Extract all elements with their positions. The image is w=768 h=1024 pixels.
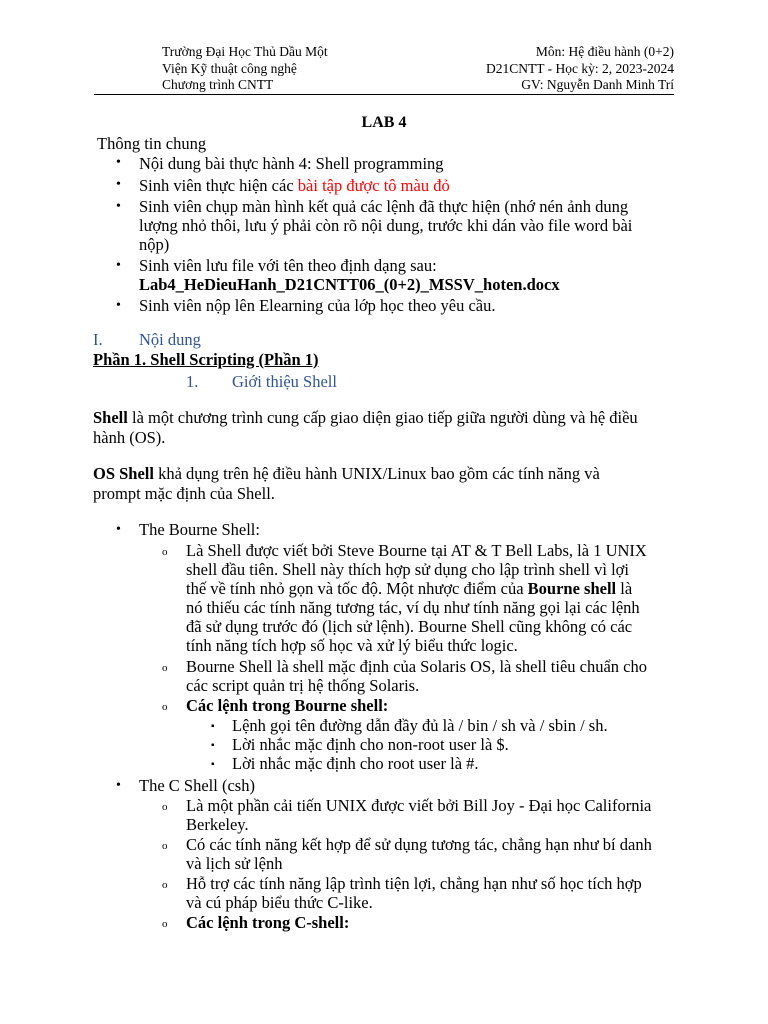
general-item-screenshot-line1: Sinh viên chụp màn hình kết quả các lệnh đã thực hiện (nhớ nén ảnh dung xyxy=(139,197,629,216)
bourne-default-line2: các script quản trị hệ thống Solaris. xyxy=(186,676,420,695)
bourne-default-line1: Bourne Shell là shell mặc định của Solaris OS, là shell tiêu chuẩn cho xyxy=(186,657,647,676)
square-bullet-glyph: ▪ xyxy=(211,759,215,770)
paragraph-os-shell-line1 xyxy=(93,464,600,484)
paragraph-text: khả dụng trên hệ điều hành UNIX/Linux bao gồm các tính năng và xyxy=(153,464,600,483)
circle-bullet-glyph: o xyxy=(162,840,168,852)
general-item-assignment xyxy=(139,176,450,196)
circle-bullet-glyph: o xyxy=(162,918,168,930)
part-heading: Phần 1. Shell Scripting (Phần 1) xyxy=(93,350,319,369)
circle-bullet-glyph: o xyxy=(162,801,168,813)
bourne-commands-heading: Các lệnh trong Bourne shell: xyxy=(186,696,389,715)
cshell-programming-line1: Hỗ trợ các tính năng lập trình tiện lợi, chẳng hạn như số học tích hợp xyxy=(186,874,642,893)
header-course: Môn: Hệ điều hành (0+2) xyxy=(535,44,674,59)
bourne-desc-line4: nó thiếu các tính năng tương tác, ví dụ như tính năng gọi lại các lệnh xyxy=(186,598,640,617)
bourne-command-item: Lời nhắc mặc định cho root user là #. xyxy=(232,754,479,773)
term-bourne-shell: Bourne shell xyxy=(527,579,617,598)
general-item-content: Nội dung bài thực hành 4: Shell programming xyxy=(139,154,444,173)
circle-bullet-glyph: o xyxy=(162,546,168,558)
header-school: Trường Đại Học Thủ Dầu Một xyxy=(162,44,328,59)
bullet-glyph: • xyxy=(116,522,121,537)
text: thế về tính nhỏ gọn và tốc độ. Một nhược điểm của xyxy=(186,579,528,598)
header-divider xyxy=(94,94,674,95)
bullet-glyph: • xyxy=(116,778,121,793)
header-right xyxy=(486,44,674,94)
bourne-heading: The Bourne Shell: xyxy=(139,520,260,539)
general-item-screenshot-line3: nộp) xyxy=(139,235,170,254)
bourne-command-item: Lệnh gọi tên đường dẫn đầy đủ là / bin / sh và / sbin / sh. xyxy=(232,716,608,735)
general-item-submit: Sinh viên nộp lên Elearning của lớp học theo yêu cầu. xyxy=(139,296,496,315)
bullet-glyph: • xyxy=(116,155,121,170)
paragraph-shell-line1 xyxy=(93,408,638,428)
section-number: I. xyxy=(93,330,103,349)
square-bullet-glyph: ▪ xyxy=(211,740,215,751)
cshell-commands-heading: Các lệnh trong C-shell: xyxy=(186,913,350,932)
section-heading: Nội dung xyxy=(139,330,201,349)
circle-bullet-glyph: o xyxy=(162,701,168,713)
subsection-heading: Giới thiệu Shell xyxy=(232,372,337,391)
paragraph-shell-line2: hành (OS). xyxy=(93,428,166,447)
square-bullet-glyph: ▪ xyxy=(211,721,215,732)
bullet-glyph: • xyxy=(116,258,121,273)
header-class-term: D21CNTT - Học kỳ: 2, 2023-2024 xyxy=(486,60,674,76)
bourne-desc-line3 xyxy=(186,579,632,599)
cshell-heading: The C Shell (csh) xyxy=(139,776,255,795)
cshell-feature-line2: và lịch sử lệnh xyxy=(186,854,283,873)
bourne-desc-line2: shell đầu tiên. Shell này thích hợp sử dụng cho lập trình shell vì lợi xyxy=(186,560,629,579)
circle-bullet-glyph: o xyxy=(162,662,168,674)
term-shell: Shell xyxy=(93,408,128,427)
header-lecturer: GV: Nguyễn Danh Minh Trí xyxy=(521,77,674,92)
paragraph-text: là một chương trình cung cấp giao diện giao tiếp giữa người dùng và hệ điều xyxy=(127,408,638,427)
bullet-glyph: • xyxy=(116,298,121,313)
bourne-desc-line1: Là Shell được viết bởi Steve Bourne tại AT & T Bell Labs, là 1 UNIX xyxy=(186,541,647,560)
filename-format: Lab4_HeDieuHanh_D21CNTT06_(0+2)_MSSV_hoten.docx xyxy=(139,275,560,294)
bourne-desc-line5: đã sử dụng trước đó (lịch sử lệnh). Bourne Shell cũng không có các xyxy=(186,617,633,636)
bullet-glyph: • xyxy=(116,199,121,214)
cshell-programming-line2: và cú pháp biểu thức C-like. xyxy=(186,893,373,912)
bourne-desc-line6: tính năng tích hợp số học và xử lý biểu thức logic. xyxy=(186,636,518,655)
bourne-command-item: Lời nhắc mặc định cho non-root user là $. xyxy=(232,735,509,754)
header-program: Chương trình CNTT xyxy=(162,77,274,92)
red-highlight-text: bài tập được tô màu đỏ xyxy=(297,176,450,195)
general-item-filename: Sinh viên lưu file với tên theo định dạng sau: xyxy=(139,256,437,275)
text: là xyxy=(616,579,633,598)
general-item-screenshot-line2: lượng nhỏ thôi, lưu ý phải còn rõ nội dung, trước khi dán vào file word bài xyxy=(139,216,633,235)
general-heading: Thông tin chung xyxy=(97,134,207,153)
cshell-feature-line1: Có các tính năng kết hợp để sử dụng tương tác, chẳng hạn như bí danh xyxy=(186,835,652,854)
item-text: Sinh viên thực hiện các xyxy=(139,176,298,195)
circle-bullet-glyph: o xyxy=(162,879,168,891)
bullet-glyph: • xyxy=(116,177,121,192)
cshell-desc-line1: Là một phần cải tiến UNIX được viết bởi Bill Joy - Đại học California xyxy=(186,796,652,815)
term-os-shell: OS Shell xyxy=(93,464,154,483)
paragraph-os-shell-line2: prompt mặc định của Shell. xyxy=(93,484,275,503)
header-institute: Viện Kỹ thuật công nghệ xyxy=(162,60,297,76)
lab-title: LAB 4 xyxy=(361,114,407,131)
subsection-number: 1. xyxy=(186,372,199,391)
cshell-desc-line2: Berkeley. xyxy=(186,815,249,834)
header-left xyxy=(162,44,328,94)
